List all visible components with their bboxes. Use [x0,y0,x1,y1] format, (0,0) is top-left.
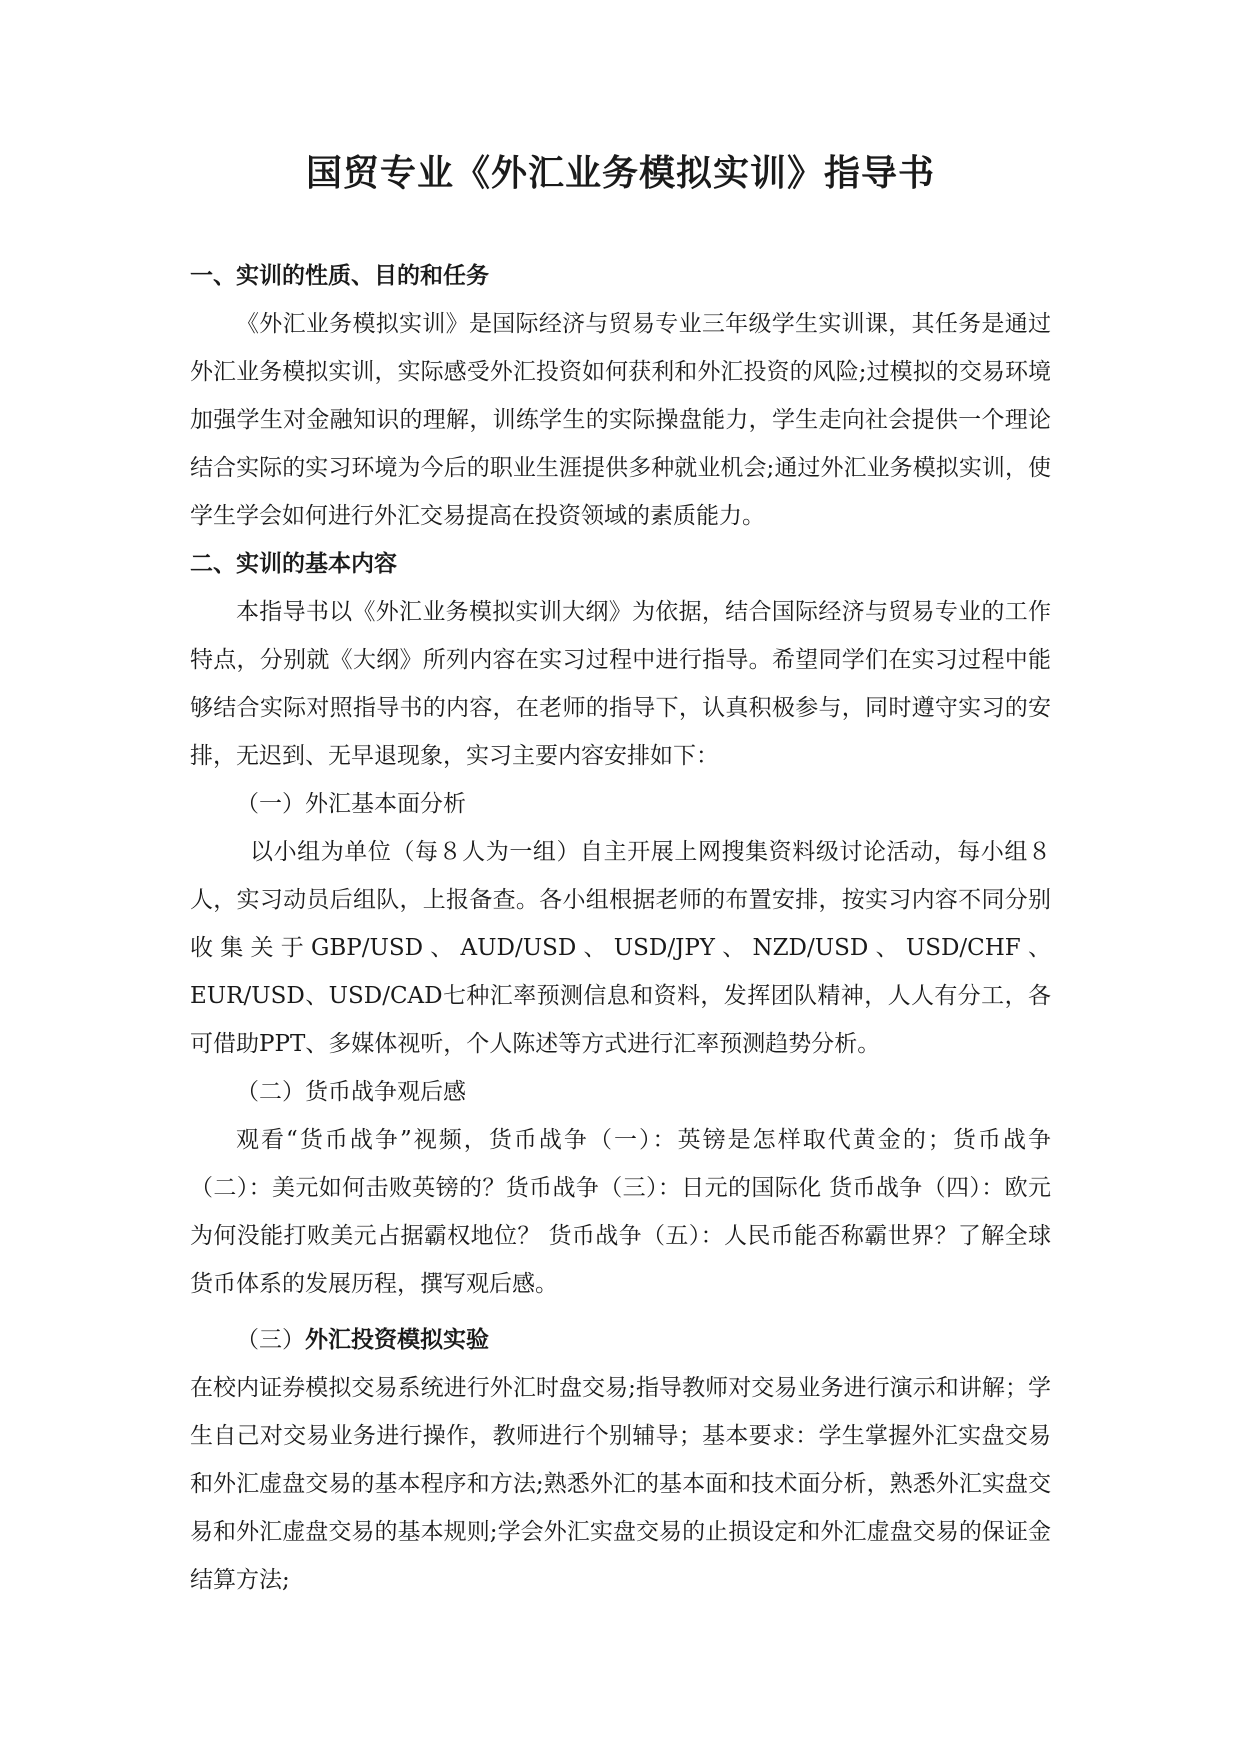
section-1-heading: 一、实训的性质、目的和任务 [190,263,489,289]
subsection-3-heading-prefix: （三） [236,1327,305,1353]
section-2-heading: 二、实训的基本内容 [190,551,397,577]
subsection-2-heading: （二）货币战争观后感 [236,1079,466,1105]
section-2-paragraph: 本指导书以《外汇业务模拟实训大纲》为依据，结合国际经济与贸易专业的工作特点，分别就《大纲》所列内容在实习过程中进行指导。希望同学们在实习过程中能够结合实际对照指导书的内容，在老师的指导下，认真积极参与，同时遵守实习的安排，无迟到、无早退现象，实习主要内容安排如下： [190,599,1051,769]
subsection-3-heading [190,1316,1051,1364]
subsection-1-heading: （一）外汇基本面分析 [236,791,466,817]
section-1-paragraph: 《外汇业务模拟实训》是国际经济与贸易专业三年级学生实训课，其任务是通过外汇业务模拟实训，实际感受外汇投资如何获利和外汇投资的风险;过模拟的交易环境加强学生对金融知识的理解，训练学生的实际操盘能力，学生走向社会提供一个理论结合实际的实习环境为今后的职业生涯提供多种就业机会;通过外汇业务模拟实训，使学生学会如何进行外汇交易提高在投资领域的素质能力。 [190,311,1051,529]
subsection-3-paragraph: 在校内证券模拟交易系统进行外汇时盘交易;指导教师对交易业务进行演示和讲解；学生自己对交易业务进行操作，教师进行个别辅导；基本要求：学生掌握外汇实盘交易和外汇虚盘交易的基本程序和方法;熟悉外汇的基本面和技术面分析，熟悉外汇实盘交易和外汇虚盘交易的基本规则;学会外汇实盘交易的止损设定和外汇虚盘交易的保证金结算方法; [190,1375,1051,1593]
subsection-3-heading-title: 外汇投资模拟实验 [305,1327,489,1353]
document-title: 国贸专业《外汇业务模拟实训》指导书 [305,152,935,194]
subsection-1-paragraph: 以小组为单位（每８人为一组）自主开展上网搜集资料级讨论活动，每小组８人，实习动员后组队，上报备查。各小组根据老师的布置安排，按实习内容不同分别收集关于GBP/USD、AUD/USD、USD/JPY、NZD/USD、USD/CHF、EUR/USD、USD/CAD七种汇率预测信息和资料，发挥团队精神，人人有分工，各可借助PPT、多媒体视听，个人陈述等方式进行汇率预测趋势分析。 [190,839,1051,1057]
subsection-2-paragraph: 观看“货币战争”视频，货币战争（一）：英镑是怎样取代黄金的；货币战争（二）：美元如何击败英镑的？货币战争（三）：日元的国际化 货币战争（四）：欧元为何没能打败美元占据霸权地位？ 货币战争（五）：人民币能否称霸世界？了解全球货币体系的发展历程，撰写观后感。 [190,1127,1051,1297]
